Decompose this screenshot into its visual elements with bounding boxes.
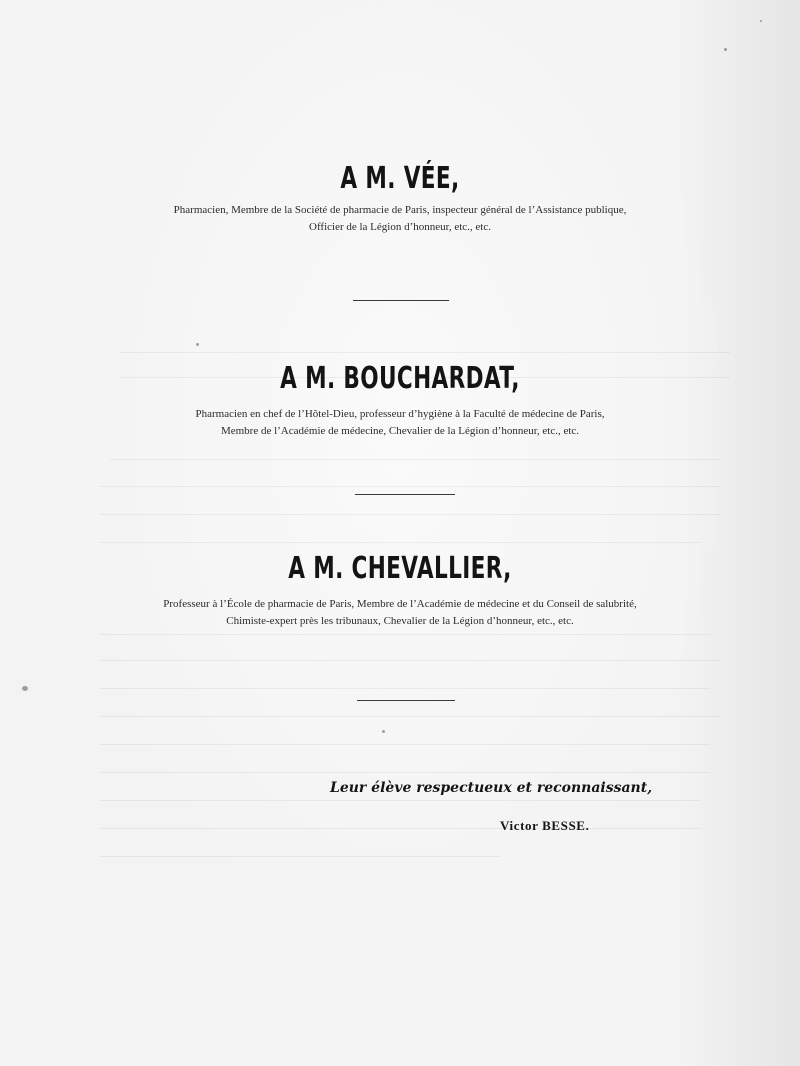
dedication-line: Membre de l’Académie de médecine, Chevalier de la Légion d’honneur, etc., etc. bbox=[220, 425, 580, 437]
dedication-line: Officier de la Légion d’honneur, etc., etc. bbox=[309, 221, 491, 233]
dedication-line: Pharmacien en chef de l’Hôtel-Dieu, professeur d’hygiène à la Faculté de médecine de Paris, bbox=[195, 408, 605, 420]
dedication-heading: A M. VÉE, bbox=[340, 161, 460, 196]
divider-rule bbox=[353, 300, 449, 301]
dedication-heading: A M. CHEVALLIER, bbox=[288, 551, 512, 586]
divider-rule bbox=[355, 494, 455, 495]
dedication-bouchardat bbox=[0, 360, 800, 440]
scan-speck bbox=[196, 343, 199, 346]
dedication-heading: A M. BOUCHARDAT, bbox=[280, 361, 520, 396]
dedication-vee bbox=[0, 160, 800, 236]
scan-speck bbox=[760, 20, 762, 22]
scan-speck bbox=[22, 686, 28, 691]
divider-rule bbox=[357, 700, 455, 701]
signature: Victor BESSE. bbox=[500, 818, 590, 833]
scan-speck bbox=[724, 48, 727, 51]
scan-speck bbox=[382, 730, 385, 733]
closing-line: Leur élève respectueux et reconnaissant, bbox=[330, 780, 653, 796]
dedication-line: Pharmacien, Membre de la Société de pharmacie de Paris, inspecteur général de l’Assistance publique, bbox=[173, 204, 627, 216]
dedication-chevallier bbox=[0, 550, 800, 630]
dedication-line: Chimiste-expert près les tribunaux, Chevalier de la Légion d’honneur, etc., etc. bbox=[226, 615, 574, 627]
dedication-line: Professeur à l’École de pharmacie de Paris, Membre de l’Académie de médecine et du Conseil de salubrité, bbox=[163, 598, 637, 610]
